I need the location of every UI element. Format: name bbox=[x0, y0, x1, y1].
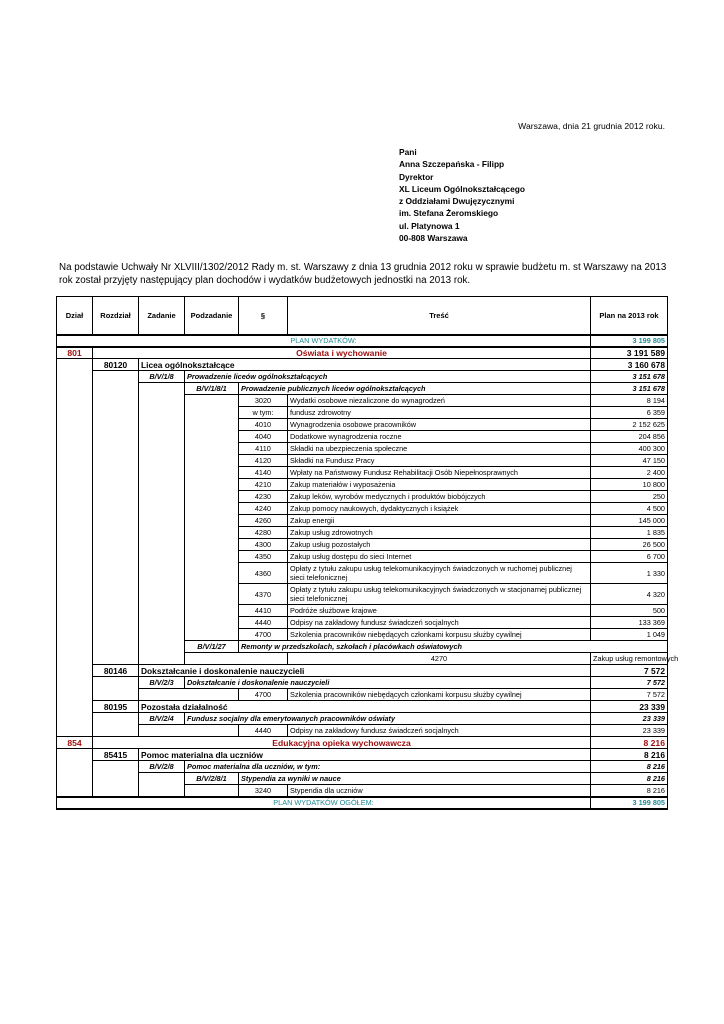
item-name: fundusz zdrowotny bbox=[288, 407, 591, 419]
section-row bbox=[57, 737, 668, 749]
item-name: Szkolenia pracowników niebędących członkami korpusu służby cywilnej bbox=[288, 629, 591, 641]
grand-total-row bbox=[57, 797, 668, 809]
table-row bbox=[57, 725, 668, 737]
task-row bbox=[57, 713, 668, 725]
subtask-name: Stypendia za wyniki w nauce bbox=[239, 773, 591, 785]
table-header-row bbox=[57, 297, 668, 335]
paragraph-code: 4010 bbox=[239, 419, 288, 431]
indent-cell bbox=[57, 713, 93, 725]
chapter-code: 80120 bbox=[93, 359, 139, 371]
item-name: Stypendia dla uczniów bbox=[288, 785, 591, 797]
subtask-value: 8 216 bbox=[591, 773, 668, 785]
item-value: 8 194 bbox=[591, 395, 668, 407]
indent-cell bbox=[185, 785, 239, 797]
item-name: Składki na Fundusz Pracy bbox=[288, 455, 591, 467]
chapter-name: Licea ogólnokształcące bbox=[139, 359, 591, 371]
chapter-code: 80146 bbox=[93, 665, 139, 677]
item-value: 1 049 bbox=[591, 629, 668, 641]
chapter-code: 85415 bbox=[93, 749, 139, 761]
item-value: 1 835 bbox=[591, 527, 668, 539]
item-value: 204 856 bbox=[591, 431, 668, 443]
addressee-line: Dyrektor bbox=[399, 171, 434, 182]
item-name: Zakup usług pozostałych bbox=[288, 539, 591, 551]
column-header: Podzadanie bbox=[185, 297, 239, 335]
subtask-value: 3 151 678 bbox=[591, 383, 668, 395]
paragraph-code: 4300 bbox=[239, 539, 288, 551]
indent-cell bbox=[57, 749, 93, 797]
paragraph-code: w tym: bbox=[239, 407, 288, 419]
section-code: 854 bbox=[57, 737, 93, 749]
section-code: 801 bbox=[57, 347, 93, 359]
item-name: Odpisy na zakładowy fundusz świadczeń socjalnych bbox=[288, 617, 591, 629]
item-name: Opłaty z tytułu zakupu usług telekomunikacyjnych świadczonych w stacjonarnej publicznej sieci telefonicznej bbox=[288, 584, 591, 605]
task-name: Fundusz socjalny dla emerytowanych pracowników oświaty bbox=[185, 713, 591, 725]
indent-cell bbox=[57, 359, 93, 665]
section-row bbox=[57, 347, 668, 359]
item-value: 4 500 bbox=[591, 503, 668, 515]
column-header: § bbox=[239, 297, 288, 335]
paragraph-code: 4110 bbox=[239, 443, 288, 455]
task-row bbox=[57, 371, 668, 383]
task-code: B/V/2/3 bbox=[139, 677, 185, 689]
addressee-line: Anna Szczepańska - Filipp bbox=[399, 159, 505, 170]
item-name: Składki na ubezpieczenia społeczne bbox=[288, 443, 591, 455]
task-row bbox=[57, 677, 668, 689]
item-value: 6 359 bbox=[591, 407, 668, 419]
task-name: Prowadzenie liceów ogólnokształcących bbox=[185, 371, 591, 383]
paragraph-code: 4440 bbox=[239, 725, 288, 737]
paragraph-code: 4140 bbox=[239, 467, 288, 479]
chapter-value: 8 216 bbox=[591, 749, 668, 761]
indent-cell bbox=[93, 725, 139, 737]
subtask-code: B/V/1/8/1 bbox=[185, 383, 239, 395]
task-value: 23 339 bbox=[591, 713, 668, 725]
addressee-line: ul. Platynowa 1 bbox=[399, 220, 460, 231]
paragraph-code: 4230 bbox=[239, 491, 288, 503]
item-name: Opłaty z tytułu zakupu usług telekomunikacyjnych świadczonych w ruchomej publicznej sieci telefonicznej bbox=[288, 563, 591, 584]
task-row bbox=[57, 761, 668, 773]
task-value: 7 572 bbox=[591, 677, 668, 689]
indent-cell bbox=[57, 725, 93, 737]
item-value: 2 152 625 bbox=[591, 419, 668, 431]
subtask-row bbox=[57, 773, 668, 785]
column-header: Treść bbox=[288, 297, 591, 335]
plan-total: 3 199 805 bbox=[591, 335, 668, 347]
addressee-line: Pani bbox=[399, 147, 417, 157]
plan-title: PLAN WYDATKÓW: bbox=[57, 335, 591, 347]
item-value: 145 000 bbox=[591, 515, 668, 527]
chapter-value: 7 572 bbox=[591, 665, 668, 677]
section-name: Edukacyjna opieka wychowawcza bbox=[93, 737, 591, 749]
column-header: Zadanie bbox=[139, 297, 185, 335]
item-value: 250 bbox=[591, 491, 668, 503]
paragraph-code: 4270 bbox=[288, 653, 591, 665]
plan-title-row bbox=[57, 335, 668, 347]
chapter-row bbox=[57, 665, 668, 677]
indent-cell bbox=[139, 725, 239, 737]
subtask-row bbox=[57, 383, 668, 395]
indent-cell bbox=[93, 371, 139, 665]
chapter-row bbox=[57, 701, 668, 713]
addressee-line: 00-808 Warszawa bbox=[399, 233, 468, 244]
budget-table bbox=[56, 296, 679, 810]
task-code: B/V/1/8 bbox=[139, 371, 185, 383]
item-name: Wpłaty na Państwowy Fundusz Rehabilitacji Osób Niepełnosprawnych bbox=[288, 467, 591, 479]
grand-total-value: 3 199 805 bbox=[591, 797, 668, 809]
item-value: 400 300 bbox=[591, 443, 668, 455]
task-code: B/V/1/27 bbox=[185, 641, 239, 653]
item-value: 500 bbox=[591, 605, 668, 617]
paragraph-code: 4360 bbox=[239, 563, 288, 584]
grand-total-label: PLAN WYDATKÓW OGÓŁEM: bbox=[57, 797, 591, 809]
section-value: 8 216 bbox=[591, 737, 668, 749]
indent-cell bbox=[57, 689, 93, 701]
document-date: Warszawa, dnia 21 grudnia 2012 roku. bbox=[518, 121, 665, 131]
task-name: Pomoc materialna dla uczniów, w tym: bbox=[185, 761, 591, 773]
task-value: 8 216 bbox=[591, 761, 668, 773]
item-name: Dodatkowe wynagrodzenia roczne bbox=[288, 431, 591, 443]
item-value: 26 500 bbox=[591, 539, 668, 551]
item-name: Zakup usług remontowych bbox=[591, 653, 668, 665]
paragraph-code: 4120 bbox=[239, 455, 288, 467]
indent-cell bbox=[57, 677, 93, 689]
chapter-name: Dokształcanie i doskonalenie nauczycieli bbox=[139, 665, 591, 677]
paragraph-code: 4410 bbox=[239, 605, 288, 617]
item-value: 10 800 bbox=[591, 479, 668, 491]
addressee-line: im. Stefana Żeromskiego bbox=[399, 208, 499, 219]
task-name: Remonty w przedszkolach, szkołach i placówkach oświatowych bbox=[239, 641, 668, 653]
paragraph-code: 4260 bbox=[239, 515, 288, 527]
indent-cell bbox=[93, 761, 139, 797]
item-name: Zakup energii bbox=[288, 515, 591, 527]
chapter-value: 23 339 bbox=[591, 701, 668, 713]
item-value: 23 339 bbox=[591, 725, 668, 737]
chapter-name: Pomoc materialna dla uczniów bbox=[139, 749, 591, 761]
addressee-line: z Oddziałami Dwujęzycznymi bbox=[399, 196, 515, 207]
indent-cell bbox=[93, 713, 139, 725]
item-value: 1 330 bbox=[591, 563, 668, 584]
item-name: Zakup usług zdrowotnych bbox=[288, 527, 591, 539]
subtask-code: B/V/2/8/1 bbox=[185, 773, 239, 785]
chapter-row bbox=[57, 359, 668, 371]
chapter-row bbox=[57, 749, 668, 761]
paragraph-code: 3020 bbox=[239, 395, 288, 407]
paragraph-code: 4240 bbox=[239, 503, 288, 515]
table-row bbox=[57, 689, 668, 701]
item-value: 47 150 bbox=[591, 455, 668, 467]
item-name: Odpisy na zakładowy fundusz świadczeń socjalnych bbox=[288, 725, 591, 737]
indent-cell bbox=[185, 653, 288, 665]
item-value: 8 216 bbox=[591, 785, 668, 797]
paragraph-code: 4370 bbox=[239, 584, 288, 605]
addressee-line: XL Liceum Ogólnokształcącego bbox=[399, 183, 525, 194]
column-header: Plan na 2013 rok bbox=[591, 297, 668, 335]
task-code: B/V/2/8 bbox=[139, 761, 185, 773]
task-name: Dokształcanie i doskonalenie nauczycieli bbox=[185, 677, 591, 689]
addressee-block bbox=[399, 146, 525, 244]
paragraph-code: 4040 bbox=[239, 431, 288, 443]
task-code: B/V/2/4 bbox=[139, 713, 185, 725]
item-name: Zakup materiałów i wyposażenia bbox=[288, 479, 591, 491]
paragraph-code: 4700 bbox=[239, 689, 288, 701]
indent-cell bbox=[57, 665, 93, 677]
column-header: Rozdział bbox=[93, 297, 139, 335]
indent-cell bbox=[93, 689, 139, 701]
paragraph-code: 4280 bbox=[239, 527, 288, 539]
indent-cell bbox=[139, 773, 185, 797]
column-header: Dział bbox=[57, 297, 93, 335]
item-name: Wydatki osobowe niezaliczone do wynagrodzeń bbox=[288, 395, 591, 407]
item-value: 133 369 bbox=[591, 617, 668, 629]
chapter-code: 80195 bbox=[93, 701, 139, 713]
indent-cell bbox=[139, 689, 239, 701]
section-name: Oświata i wychowanie bbox=[93, 347, 591, 359]
indent-cell bbox=[139, 383, 185, 665]
item-name: Podróże służbowe krajowe bbox=[288, 605, 591, 617]
chapter-value: 3 160 678 bbox=[591, 359, 668, 371]
subtask-name: Prowadzenie publicznych liceów ogólnokształcących bbox=[239, 383, 591, 395]
item-value: 6 700 bbox=[591, 551, 668, 563]
item-value: 2 400 bbox=[591, 467, 668, 479]
item-name: Szkolenia pracowników niebędących członkami korpusu służby cywilnej bbox=[288, 689, 591, 701]
item-name: Zakup leków, wyrobów medycznych i produktów biobójczych bbox=[288, 491, 591, 503]
task-value: 3 151 678 bbox=[591, 371, 668, 383]
chapter-name: Pozostała działalność bbox=[139, 701, 591, 713]
item-value: 7 572 bbox=[591, 689, 668, 701]
paragraph-code: 4700 bbox=[239, 629, 288, 641]
paragraph-code: 4210 bbox=[239, 479, 288, 491]
item-name: Zakup usług dostępu do sieci Internet bbox=[288, 551, 591, 563]
indent-cell bbox=[93, 677, 139, 689]
paragraph-code: 4440 bbox=[239, 617, 288, 629]
section-value: 3 191 589 bbox=[591, 347, 668, 359]
paragraph-code: 4350 bbox=[239, 551, 288, 563]
indent-cell bbox=[185, 395, 239, 641]
item-name: Zakup pomocy naukowych, dydaktycznych i książek bbox=[288, 503, 591, 515]
intro-paragraph: Na podstawie Uchwały Nr XLVIII/1302/2012 Rady m. st. Warszawy z dnia 13 grudnia 2012 roku w sprawie budżetu m. st Warszawy na 2013 rok został przyjęty następujący plan dochodów i wydatków budżetowych jednostki na 2013 rok. bbox=[59, 262, 667, 286]
indent-cell bbox=[57, 701, 93, 713]
item-value: 4 320 bbox=[591, 584, 668, 605]
paragraph-code: 3240 bbox=[239, 785, 288, 797]
item-name: Wynagrodzenia osobowe pracowników bbox=[288, 419, 591, 431]
